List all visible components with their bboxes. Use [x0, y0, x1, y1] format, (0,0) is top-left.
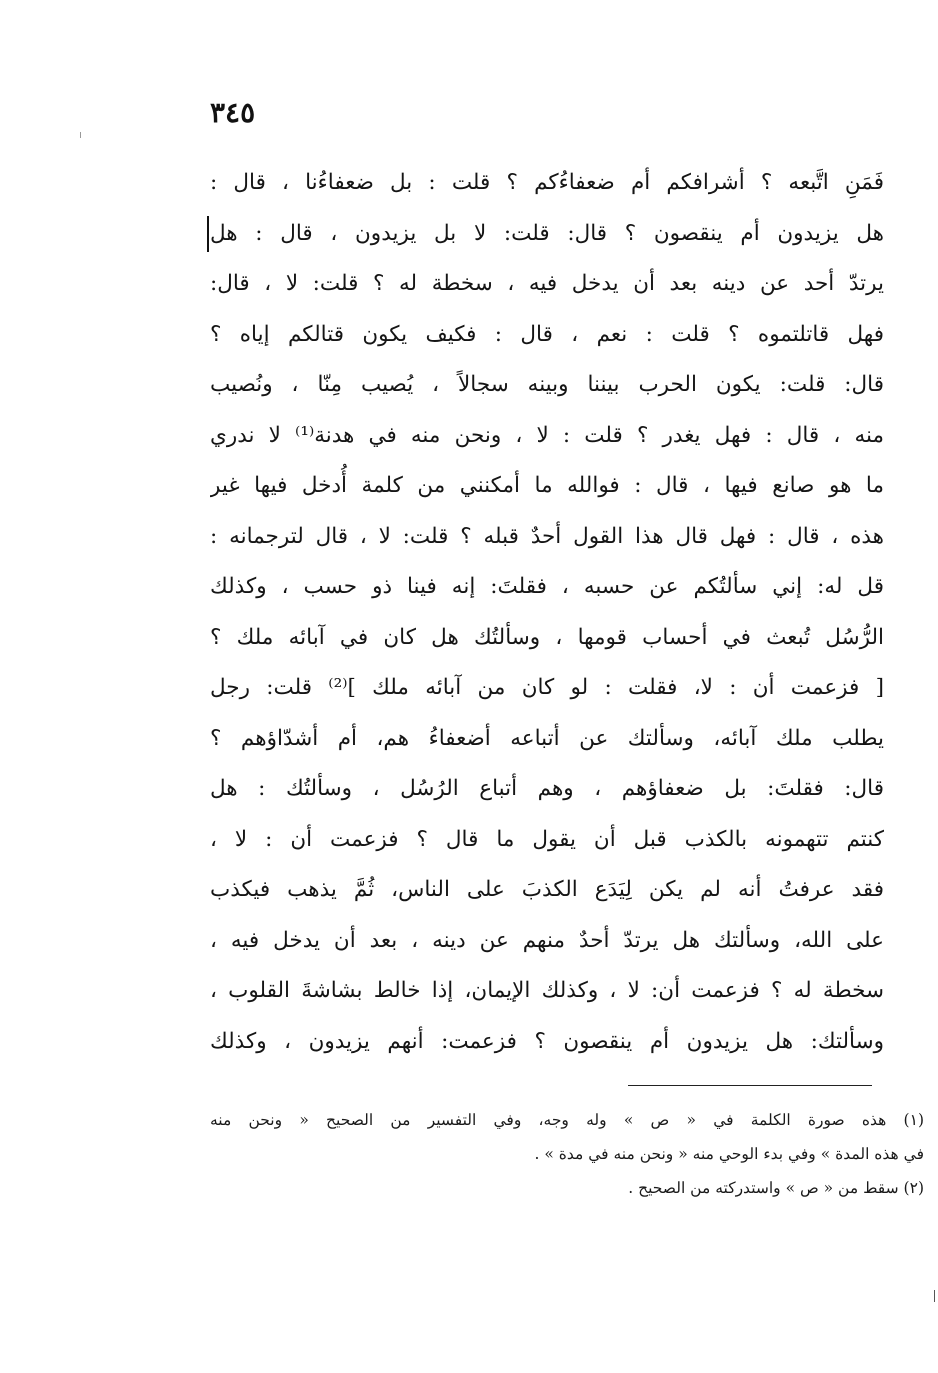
footnote-line: في هذه المدة » وفي بدء الوحي منه « ونحن منه في مدة » . [534, 1145, 924, 1163]
text-line: الرُّسُل تُبعث في أحساب قومها ، وسألتُك هل كان في آبائه ملك ؟ [210, 624, 884, 650]
text-line: سخطة له ؟ فزعمت أن: لا ، وكذلك الإيمان، إذا خالط بشاشةَ القلوب ، [210, 978, 884, 1003]
text-line: منه ، قال : فهل يغدر ؟ قلت : لا ، ونحن منه في هدنة⁽¹⁾ لا ندري [210, 422, 884, 448]
footnote-line: (٢) سقط من « ص » واستدركته من الصحيح . [628, 1179, 924, 1197]
footnotes [210, 1103, 924, 1205]
text-line: يطلب ملك آبائه، وسألتك عن أتباعه أضعفاءُ هم، أم أشدّاؤهم ؟ [210, 725, 884, 751]
page-number: ٣٤٥ [210, 96, 256, 129]
text-line: قال: فقلتَ: بل ضعفاؤهم ، وهم أتباع الرُسُل ، وسألتُك : هل [210, 776, 884, 801]
text-line: يرتدّ أحد عن دينه بعد أن يدخل فيه ، سخطة له ؟ قلت: لا ، قال: [210, 271, 884, 296]
text-line: على الله، وسألتك هل يرتدّ أحدٌ منهم عن دينه ، بعد أن يدخل فيه ، [210, 927, 884, 953]
text-line: هل يزيدون أم ينقصون ؟ قال: قلت: لا بل يزيدون ، قال : هل [210, 220, 884, 246]
margin-mark [80, 132, 81, 138]
footnote-separator [628, 1085, 872, 1086]
text-line: فقد عرفتُ أنه لم يكن لِيَدَع الكذبَ على الناس، ثُمَّ يذهب فيكذب [210, 877, 884, 902]
main-text [210, 158, 884, 1067]
text-line: قل له: إني سألتُكم عن حسبه ، فقلتَ: إنه فينا ذو حسب ، وكذلك [210, 574, 884, 599]
text-line: [ فزعمت أن : لا، فقلت : لو كان من آبائه ملك ]⁽²⁾ قلت: رجل [210, 675, 884, 700]
text-line: ما هو صانع فيها ، قال : فوالله ما أمكنني من كلمة أُدخل فيها غير [210, 473, 884, 498]
margin-mark [934, 1290, 935, 1302]
text-line: هذه ، قال : فهل قال هذا القول أحدٌ قبله ؟ قلت: لا ، قال لترجمانه : [210, 523, 884, 549]
text-line: كنتم تتهمونه بالكذب قبل أن يقول ما قال ؟ فزعمت أن : لا ، [210, 826, 884, 852]
text-line: فهل قاتلتموه ؟ قلت : نعم ، قال : فكيف يكون قتالكم إياه ؟ [210, 321, 884, 347]
text-line: وسألتك: هل يزيدون أم ينقصون ؟ فزعمت: أنهم يزيدون ، وكذلك [210, 1028, 884, 1054]
margin-bar [207, 216, 209, 252]
text-line: قال: قلت: يكون الحرب بيننا وبينه سجالاً ، يُصيب مِنّا ، ونُصيب [210, 372, 884, 397]
text-line: فَمَنِ اتَّبعه ؟ أشرافكم أم ضعفاءُكم ؟ قلت : بل ضعفاءُنا ، قال : [210, 170, 884, 195]
footnote-line: (١) هذه صورة الكلمة في « ص » وله وجه، وفي التفسير من الصحيح « ونحن منه [210, 1111, 924, 1129]
